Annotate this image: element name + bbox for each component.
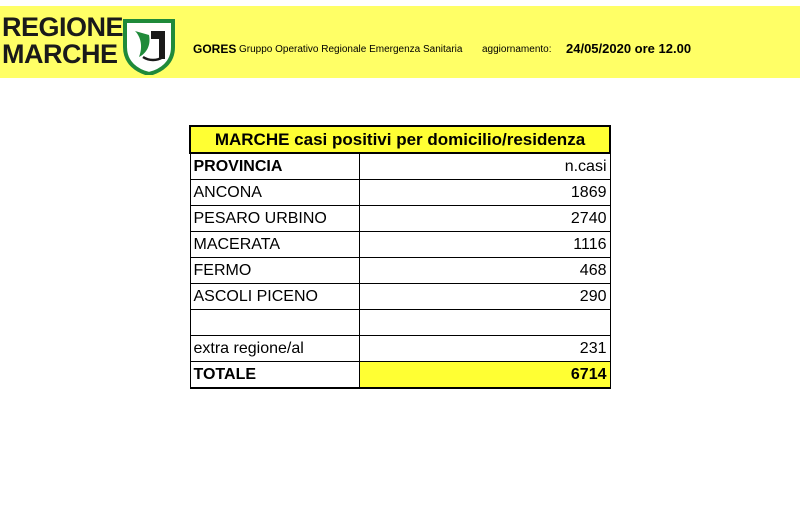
total-row bbox=[190, 362, 610, 389]
extra-region-value: 231 bbox=[359, 336, 610, 362]
region-emblem-icon bbox=[121, 17, 177, 75]
empty-row bbox=[190, 310, 610, 336]
extra-region-row bbox=[190, 336, 610, 362]
total-value: 6714 bbox=[359, 362, 610, 389]
gores-description: Gruppo Operativo Regionale Emergenza Sanitaria bbox=[239, 44, 463, 55]
province-name: MACERATA bbox=[190, 232, 359, 258]
province-name: ANCONA bbox=[190, 180, 359, 206]
table-row bbox=[190, 206, 610, 232]
table-row bbox=[190, 284, 610, 310]
gores-label: GORES bbox=[193, 42, 237, 56]
extra-region-label: extra regione/al bbox=[190, 336, 359, 362]
empty-cell bbox=[190, 310, 359, 336]
column-header-province: PROVINCIA bbox=[190, 153, 359, 180]
update-value: 24/05/2020 ore 12.00 bbox=[566, 41, 692, 56]
province-name: ASCOLI PICENO bbox=[190, 284, 359, 310]
logo-line-2: MARCHE bbox=[2, 39, 118, 69]
table-row bbox=[190, 258, 610, 284]
logo-line-1: REGIONE bbox=[2, 12, 124, 42]
empty-cell bbox=[359, 310, 610, 336]
cases-table bbox=[189, 125, 611, 389]
case-count: 290 bbox=[359, 284, 610, 310]
region-logo-text bbox=[2, 14, 123, 68]
update-label: aggiornamento: bbox=[482, 44, 552, 55]
case-count: 1869 bbox=[359, 180, 610, 206]
case-count: 1116 bbox=[359, 232, 610, 258]
header-banner bbox=[0, 6, 800, 78]
table-title: MARCHE casi positivi per domicilio/residenza bbox=[190, 126, 610, 153]
total-label: TOTALE bbox=[190, 362, 359, 389]
case-count: 2740 bbox=[359, 206, 610, 232]
column-header-cases: n.casi bbox=[359, 153, 610, 180]
table-row bbox=[190, 232, 610, 258]
province-name: PESARO URBINO bbox=[190, 206, 359, 232]
table-row bbox=[190, 180, 610, 206]
province-name: FERMO bbox=[190, 258, 359, 284]
case-count: 468 bbox=[359, 258, 610, 284]
